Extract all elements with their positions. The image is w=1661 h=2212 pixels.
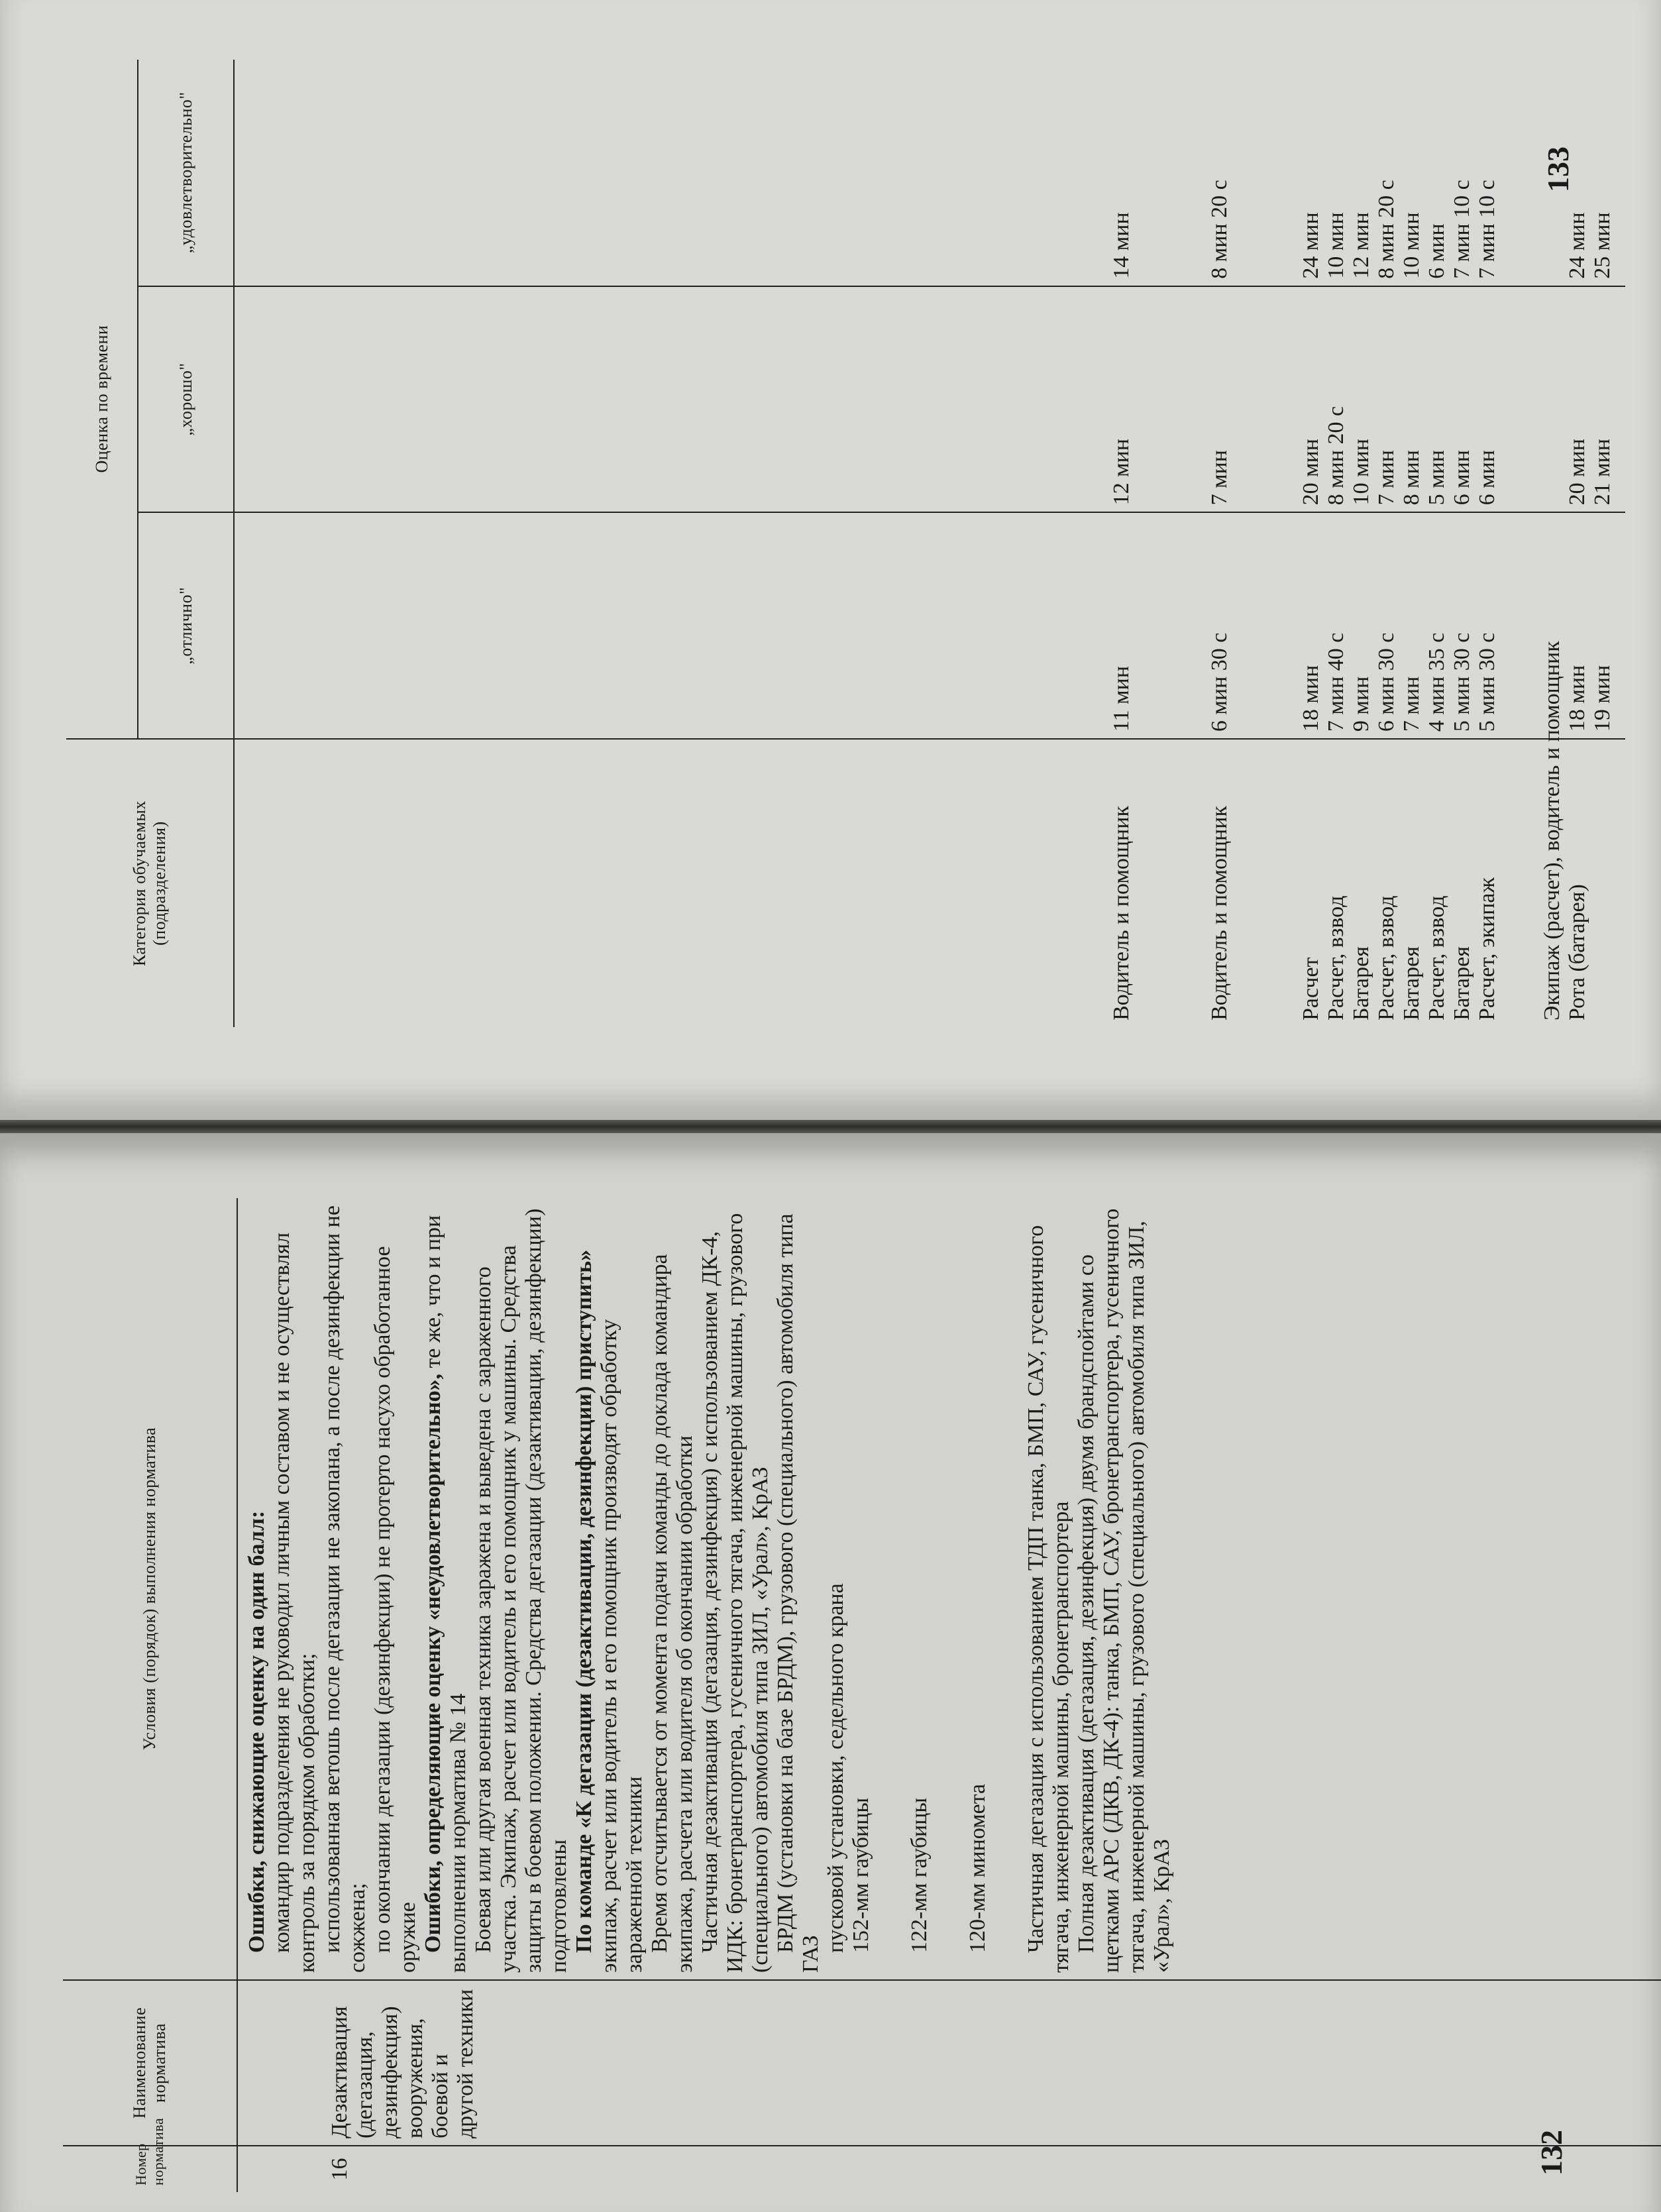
- category-row-2: Водитель и помощник: [1207, 806, 1232, 1021]
- header-norm-name: Наименование норматива: [63, 1980, 237, 2146]
- good-column: [234, 286, 1625, 513]
- errors-lower-2: использованная ветошь после дегазации не закопана, а после дезинфекции не сожжена;: [320, 1205, 370, 1973]
- para-2-command: По команде «К дегазации (дезактивации, дезинфекции) приступить»: [572, 1249, 596, 1953]
- item-152mm: 152-мм гаубицы: [849, 1797, 873, 1953]
- good-row-1: 12 мин: [1109, 439, 1134, 506]
- para-1: Боевая или другая военная техника заражена и выведена с зараженного участка. Экипаж, расчет или водитель и его помощник у машины. Средства защиты в боевом положении. Средства дегазации (дезактивации, дезинфекции) подготовлены: [471, 1208, 571, 1973]
- norm-number: 16: [237, 2146, 1661, 2192]
- good-row-4: 20 мин 21 мин: [1565, 439, 1615, 506]
- category-row-3: Расчет Расчет, взвод Батарея Расчет, взвод Батарея Расчет, взвод Батарея Расчет, экипаж: [1299, 877, 1499, 1021]
- para-7: Полная дезактивация (дегазация, дезинфекция) двумя брандспойтами со щетками АРС (ДКВ, ДК-4): танка, БМП, САУ, бронетранспортера, гусеничного тягача, инженерной машины, грузового (специального) автомобиля типа ЗИЛ, «Урал», КрАЗ: [1074, 1208, 1174, 1973]
- para-6: Частичная дегазация с использованием ТДП танка, БМП, САУ, гусеничного тягача, инженерной машины, бронетранспортера: [1024, 1225, 1073, 1973]
- header-category: Категория обучаемых (подразделения): [66, 739, 234, 1027]
- header-conditions: Условия (порядок) выполнения норматива: [63, 1198, 237, 1980]
- norm-table: [63, 1198, 1661, 2192]
- satisfactory-row-4: 24 мин 25 мин: [1565, 212, 1615, 279]
- excellent-row-4: 18 мин 19 мин: [1565, 665, 1615, 732]
- errors-lower-3: по окончании дегазации (дезинфекции) не протерто насухо обработанное оружие: [370, 1246, 420, 1973]
- page-132: [0, 1133, 1661, 2212]
- book-gutter: [0, 1120, 1661, 1133]
- errors-lower-1: командир подразделения не руководил личным составом и не осуществлял контроль за порядком обработки;: [270, 1232, 319, 1973]
- good-row-3: 20 мин 8 мин 20 с 10 мин 7 мин 8 мин 5 мин 6 мин 6 мин: [1299, 406, 1499, 506]
- header-satisfactory: „удовлетворительно": [138, 60, 234, 286]
- category-row-4: Экипаж (расчет), водитель и помощник Рота (батарея): [1540, 641, 1589, 1021]
- para-3: Время отсчитывается от момента подачи команды до доклада командира экипажа, расчета или водителя об окончании обработки: [647, 1254, 697, 1973]
- page-number-133: 133: [1541, 146, 1575, 192]
- satisfactory-row-3: 24 мин 10 мин 12 мин 8 мин 20 с 10 мин 6 мин 7 мин 10 с 7 мин 10 с: [1299, 180, 1499, 279]
- excellent-row-1: 11 мин: [1109, 665, 1134, 732]
- category-row-1: Водитель и помощник: [1109, 806, 1134, 1021]
- satisfactory-row-2: 8 мин 20 с: [1207, 180, 1232, 279]
- norm-name: Дезактивация (дегазация, дезинфекция) вооружения, боевой и другой техники: [237, 1980, 1661, 2146]
- para-2-text: экипаж, расчет или водитель и его помощник производят обработку зараженной техники: [597, 1319, 647, 1973]
- excellent-row-3: 18 мин 7 мин 40 с 9 мин 6 мин 30 с 7 мин 4 мин 35 с 5 мин 30 с 5 мин 30 с: [1299, 632, 1499, 732]
- good-row-2: 7 мин: [1207, 450, 1232, 506]
- para-5: БРДМ (установки на базе БРДМ), грузового (специального) автомобиля типа ГАЗ: [773, 1213, 823, 1973]
- errors-unsat-title: Ошибки, определяющие оценку «неудовлетворительно»,: [421, 1374, 445, 1953]
- page-number-132: 132: [1534, 2130, 1568, 2176]
- time-ratings-table: [66, 60, 1625, 1027]
- para-4: Частичная дезактивация (дегазация, дезинфекция) с использованием ДК-4, ИДК: бронетранспортера, гусеничного тягача, инженерной машины, грузового (специального) автомобиля типа ЗИЛ, «Урал», КрАЗ: [698, 1213, 773, 1973]
- item-122mm: 122-мм гаубицы: [907, 1797, 932, 1953]
- header-good: „хорошо": [138, 286, 234, 513]
- conditions-cell: [237, 1198, 1661, 1980]
- errors-lower-title: Ошибки, снижающие оценку на один балл:: [244, 1510, 269, 1953]
- header-time-group: Оценка по времени: [66, 60, 138, 739]
- item-launcher: пусковой установки, седельного крана: [824, 1583, 848, 1953]
- satisfactory-column: [234, 60, 1625, 286]
- excellent-column: [234, 512, 1625, 739]
- header-excellent: „отлично": [138, 512, 234, 739]
- excellent-row-2: 6 мин 30 с: [1207, 632, 1232, 732]
- errors-unsat-text: те же, что и при выполнении норматива № 14: [421, 1215, 470, 1973]
- item-120mm: 120-мм миномета: [965, 1783, 990, 1953]
- header-norm-number: Номер норматива: [63, 2146, 237, 2192]
- satisfactory-row-1: 14 мин: [1109, 212, 1134, 279]
